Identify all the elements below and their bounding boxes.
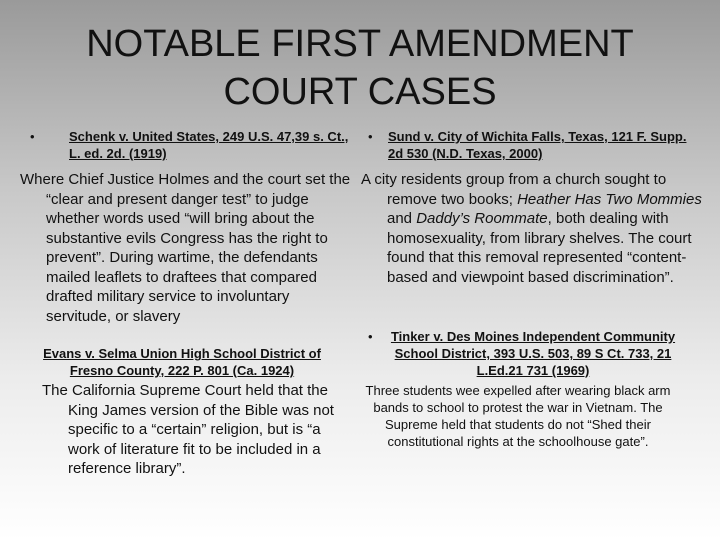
bullet-icon: • [368, 129, 373, 144]
case-sund-book-title-2: Daddy’s Roommate [416, 210, 548, 227]
slide-title-line2: COURT CASES [223, 71, 497, 113]
bullet-icon: • [30, 129, 35, 144]
slide-title-line1: NOTABLE FIRST AMENDMENT [86, 23, 634, 65]
case-tinker-block [358, 382, 678, 450]
case-sund-summary-part1: A city residents group from a church sought to remove two books; [361, 171, 667, 208]
case-sund-heading [360, 128, 700, 162]
case-schenk-summary: Where Chief Justice Holmes and the court set the “clear and present danger test” to judge whether words used “will bring about the substantive evils Congress has the right to prevent”. During wartime, the defendants mailed leaflets to draftees that compared drafted military service to involuntary servitude, or slavery [20, 171, 351, 325]
case-sund-summary-part3: , both dealing with homosexuality, from library shelves. The court found that this removal represented “content-based and viewpoint based discrimination”. [387, 210, 692, 286]
slide-title [0, 20, 720, 116]
case-schenk-heading [22, 128, 352, 162]
case-sund-summary [361, 170, 709, 287]
case-sund-book-title-1: Heather Has Two Mommies [517, 190, 702, 208]
case-tinker-summary: Three students wee expelled after wearing black arm bands to school to protest the war in Vietnam. The Supreme held that students do not “Shed their constitutional rights at the schoolhouse gate”. [365, 383, 671, 449]
case-sund-summary-part2: and [387, 210, 417, 227]
case-evans-heading [22, 345, 342, 379]
case-evans-summary: The California Supreme Court held that the King James version of the Bible was not specific to a “certain” religion, but is “a work of literature fit to be included in a reference library”. [42, 382, 334, 477]
case-tinker-heading-row [360, 328, 700, 379]
case-evans-block [42, 381, 347, 479]
left-column [22, 128, 352, 326]
case-tinker-heading [360, 328, 700, 379]
case-schenk-citation: Schenk v. United States, 249 U.S. 47,39 s. Ct., L. ed. 2d. (1919) [69, 129, 349, 161]
bullet-icon: • [368, 329, 373, 344]
case-evans-citation: Evans v. Selma Union High School District of Fresno County, 222 P. 801 (Ca. 1924) [43, 346, 321, 378]
case-tinker-citation: Tinker v. Des Moines Independent Community School District, 393 U.S. 503, 89 S Ct. 733, 21 L.Ed.21 731 (1969) [390, 329, 676, 378]
case-sund-citation: Sund v. City of Wichita Falls, Texas, 121 F. Supp. 2d 530 (N.D. Texas, 2000) [388, 129, 687, 161]
right-column [360, 128, 700, 287]
